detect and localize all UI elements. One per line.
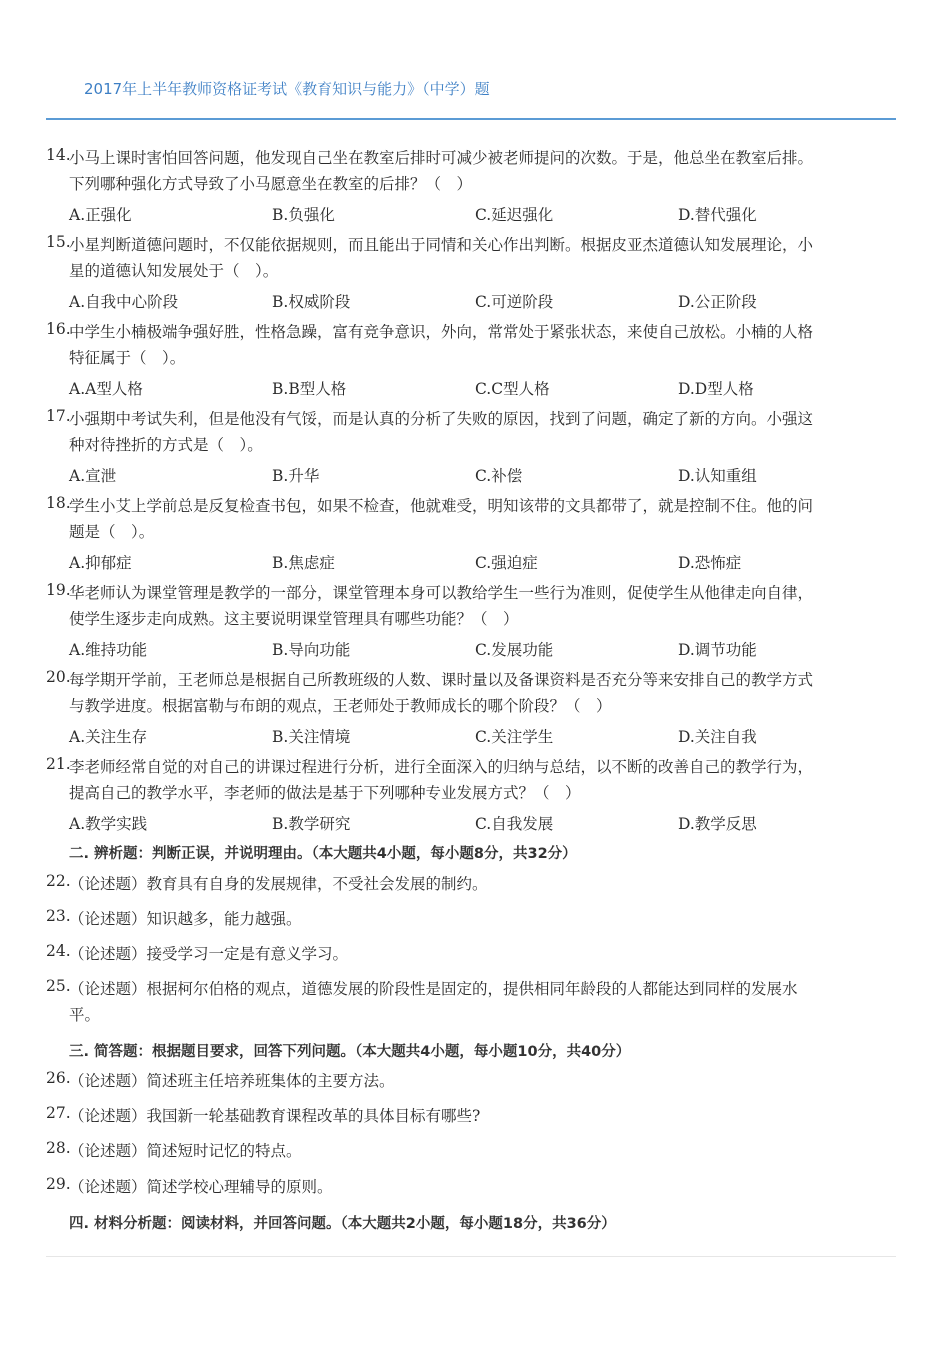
question-text-line: 星的道德认知发展处于（ ）。 <box>69 262 279 280</box>
question-number: 20. <box>46 668 71 686</box>
question-text-line: 题是（ ）。 <box>69 523 155 541</box>
question-text-line: （论述题）简述学校心理辅导的原则。 <box>69 1178 333 1196</box>
option-d: D.关注自我 <box>678 728 757 746</box>
option-c: C.可逆阶段 <box>475 293 554 311</box>
question-text-line: 与教学进度。根据富勒与布朗的观点，王老师处于教师成长的哪个阶段？（ ） <box>69 697 612 715</box>
option-d: D.教学反思 <box>678 815 757 833</box>
question-text-line: （论述题）根据柯尔伯格的观点，道德发展的阶段性是固定的，提供相同年龄段的人都能达到同样的发展水 <box>69 980 798 998</box>
question-text-line: 中学生小楠极端争强好胜，性格急躁，富有竞争意识，外向，常常处于紧张状态，来使自己放松。小楠的人格 <box>69 323 814 341</box>
question-text-line: 提高自己的教学水平，李老师的做法是基于下列哪种专业发展方式？（ ） <box>69 784 581 802</box>
header-divider <box>46 118 896 120</box>
section-heading-2: 二. 辨析题：判断正误，并说明理由。（本大题共4小题，每小题8分，共32分） <box>69 846 577 862</box>
option-b: B.负强化 <box>272 206 335 224</box>
option-b: B.教学研究 <box>272 815 351 833</box>
question-text-line: （论述题）知识越多，能力越强。 <box>69 910 302 928</box>
question-number: 25. <box>46 977 71 995</box>
option-b: B.焦虑症 <box>272 554 335 572</box>
question-number: 24. <box>46 942 71 960</box>
question-number: 14. <box>46 146 71 164</box>
option-b: B.关注情境 <box>272 728 351 746</box>
option-b: B.B型人格 <box>272 380 347 398</box>
footer-divider <box>46 1256 896 1257</box>
option-d: D.公正阶段 <box>678 293 757 311</box>
option-b: B.导向功能 <box>272 641 351 659</box>
option-a: A.自我中心阶段 <box>69 293 179 311</box>
option-d: D.调节功能 <box>678 641 757 659</box>
option-c: C.C型人格 <box>475 380 550 398</box>
question-text-line: （论述题）我国新一轮基础教育课程改革的具体目标有哪些? <box>69 1107 481 1125</box>
question-number: 22. <box>46 872 71 890</box>
question-number: 29. <box>46 1175 71 1193</box>
option-d: D.替代强化 <box>678 206 757 224</box>
question-text-line: 小强期中考试失利，但是他没有气馁，而是认真的分析了失败的原因，找到了问题，确定了新的方向。小强这 <box>69 410 814 428</box>
question-text-line: 平。 <box>69 1006 101 1024</box>
option-a: A.正强化 <box>69 206 132 224</box>
question-number: 23. <box>46 907 71 925</box>
option-c: C.自我发展 <box>475 815 554 833</box>
option-b: B.升华 <box>272 467 320 485</box>
question-text-line: 种对待挫折的方式是（ ）。 <box>69 436 263 454</box>
section-heading-4: 四. 材料分析题：阅读材料，并回答问题。（本大题共2小题，每小题18分，共36分） <box>69 1216 616 1232</box>
option-c: C.延迟强化 <box>475 206 554 224</box>
question-text-line: （论述题）接受学习一定是有意义学习。 <box>69 945 349 963</box>
question-number: 27. <box>46 1104 71 1122</box>
option-a: A.抑郁症 <box>69 554 132 572</box>
option-a: A.关注生存 <box>69 728 148 746</box>
question-text-line: （论述题）简述班主任培养班集体的主要方法。 <box>69 1072 395 1090</box>
question-text-line: 小星判断道德问题时，不仅能依据规则，而且能出于同情和关心作出判断。根据皮亚杰道德认知发展理论，小 <box>69 236 814 254</box>
option-a: A.教学实践 <box>69 815 148 833</box>
question-text-line: 每学期开学前，王老师总是根据自己所教班级的人数、课时量以及备课资料是否充分等来安排自己的教学方式 <box>69 671 814 689</box>
question-number: 26. <box>46 1069 71 1087</box>
option-d: D.认知重组 <box>678 467 757 485</box>
question-text-line: 学生小艾上学前总是反复检查书包，如果不检查，他就难受，明知该带的文具都带了，就是控制不住。他的问 <box>69 497 814 515</box>
question-text-line: 使学生逐步走向成熟。这主要说明课堂管理具有哪些功能？（ ） <box>69 610 519 628</box>
option-d: D.D型人格 <box>678 380 754 398</box>
question-number: 16. <box>46 320 71 338</box>
option-c: C.补偿 <box>475 467 523 485</box>
question-text-line: 华老师认为课堂管理是教学的一部分，课堂管理本身可以教给学生一些行为准则，促使学生从他律走向自律， <box>69 584 814 602</box>
option-d: D.恐怖症 <box>678 554 742 572</box>
question-number: 15. <box>46 233 71 251</box>
question-text-line: 特征属于（ ）。 <box>69 349 186 367</box>
question-text-line: 李老师经常自觉的对自己的讲课过程进行分析，进行全面深入的归纳与总结，以不断的改善自己的教学行为， <box>69 758 814 776</box>
option-a: A.维持功能 <box>69 641 148 659</box>
question-number: 19. <box>46 581 71 599</box>
question-number: 17. <box>46 407 71 425</box>
section-heading-3: 三. 简答题：根据题目要求，回答下列问题。（本大题共4小题，每小题10分，共40分） <box>69 1044 631 1060</box>
question-text-line: （论述题）教育具有自身的发展规律，不受社会发展的制约。 <box>69 875 488 893</box>
option-b: B.权威阶段 <box>272 293 351 311</box>
header-title: 2017年上半年教师资格证考试《教育知识与能力》（中学）题 <box>84 80 490 98</box>
option-c: C.关注学生 <box>475 728 554 746</box>
option-c: C.强迫症 <box>475 554 538 572</box>
question-number: 18. <box>46 494 71 512</box>
option-a: A.宣泄 <box>69 467 117 485</box>
question-number: 21. <box>46 755 71 773</box>
question-text-line: （论述题）简述短时记忆的特点。 <box>69 1142 302 1160</box>
question-text-line: 小马上课时害怕回答问题，他发现自己坐在教室后排时可减少被老师提问的次数。于是，他总坐在教室后排。 <box>69 149 814 167</box>
option-a: A.A型人格 <box>69 380 143 398</box>
option-c: C.发展功能 <box>475 641 554 659</box>
question-text-line: 下列哪种强化方式导致了小马愿意坐在教室的后排？（ ） <box>69 175 473 193</box>
question-number: 28. <box>46 1139 71 1157</box>
